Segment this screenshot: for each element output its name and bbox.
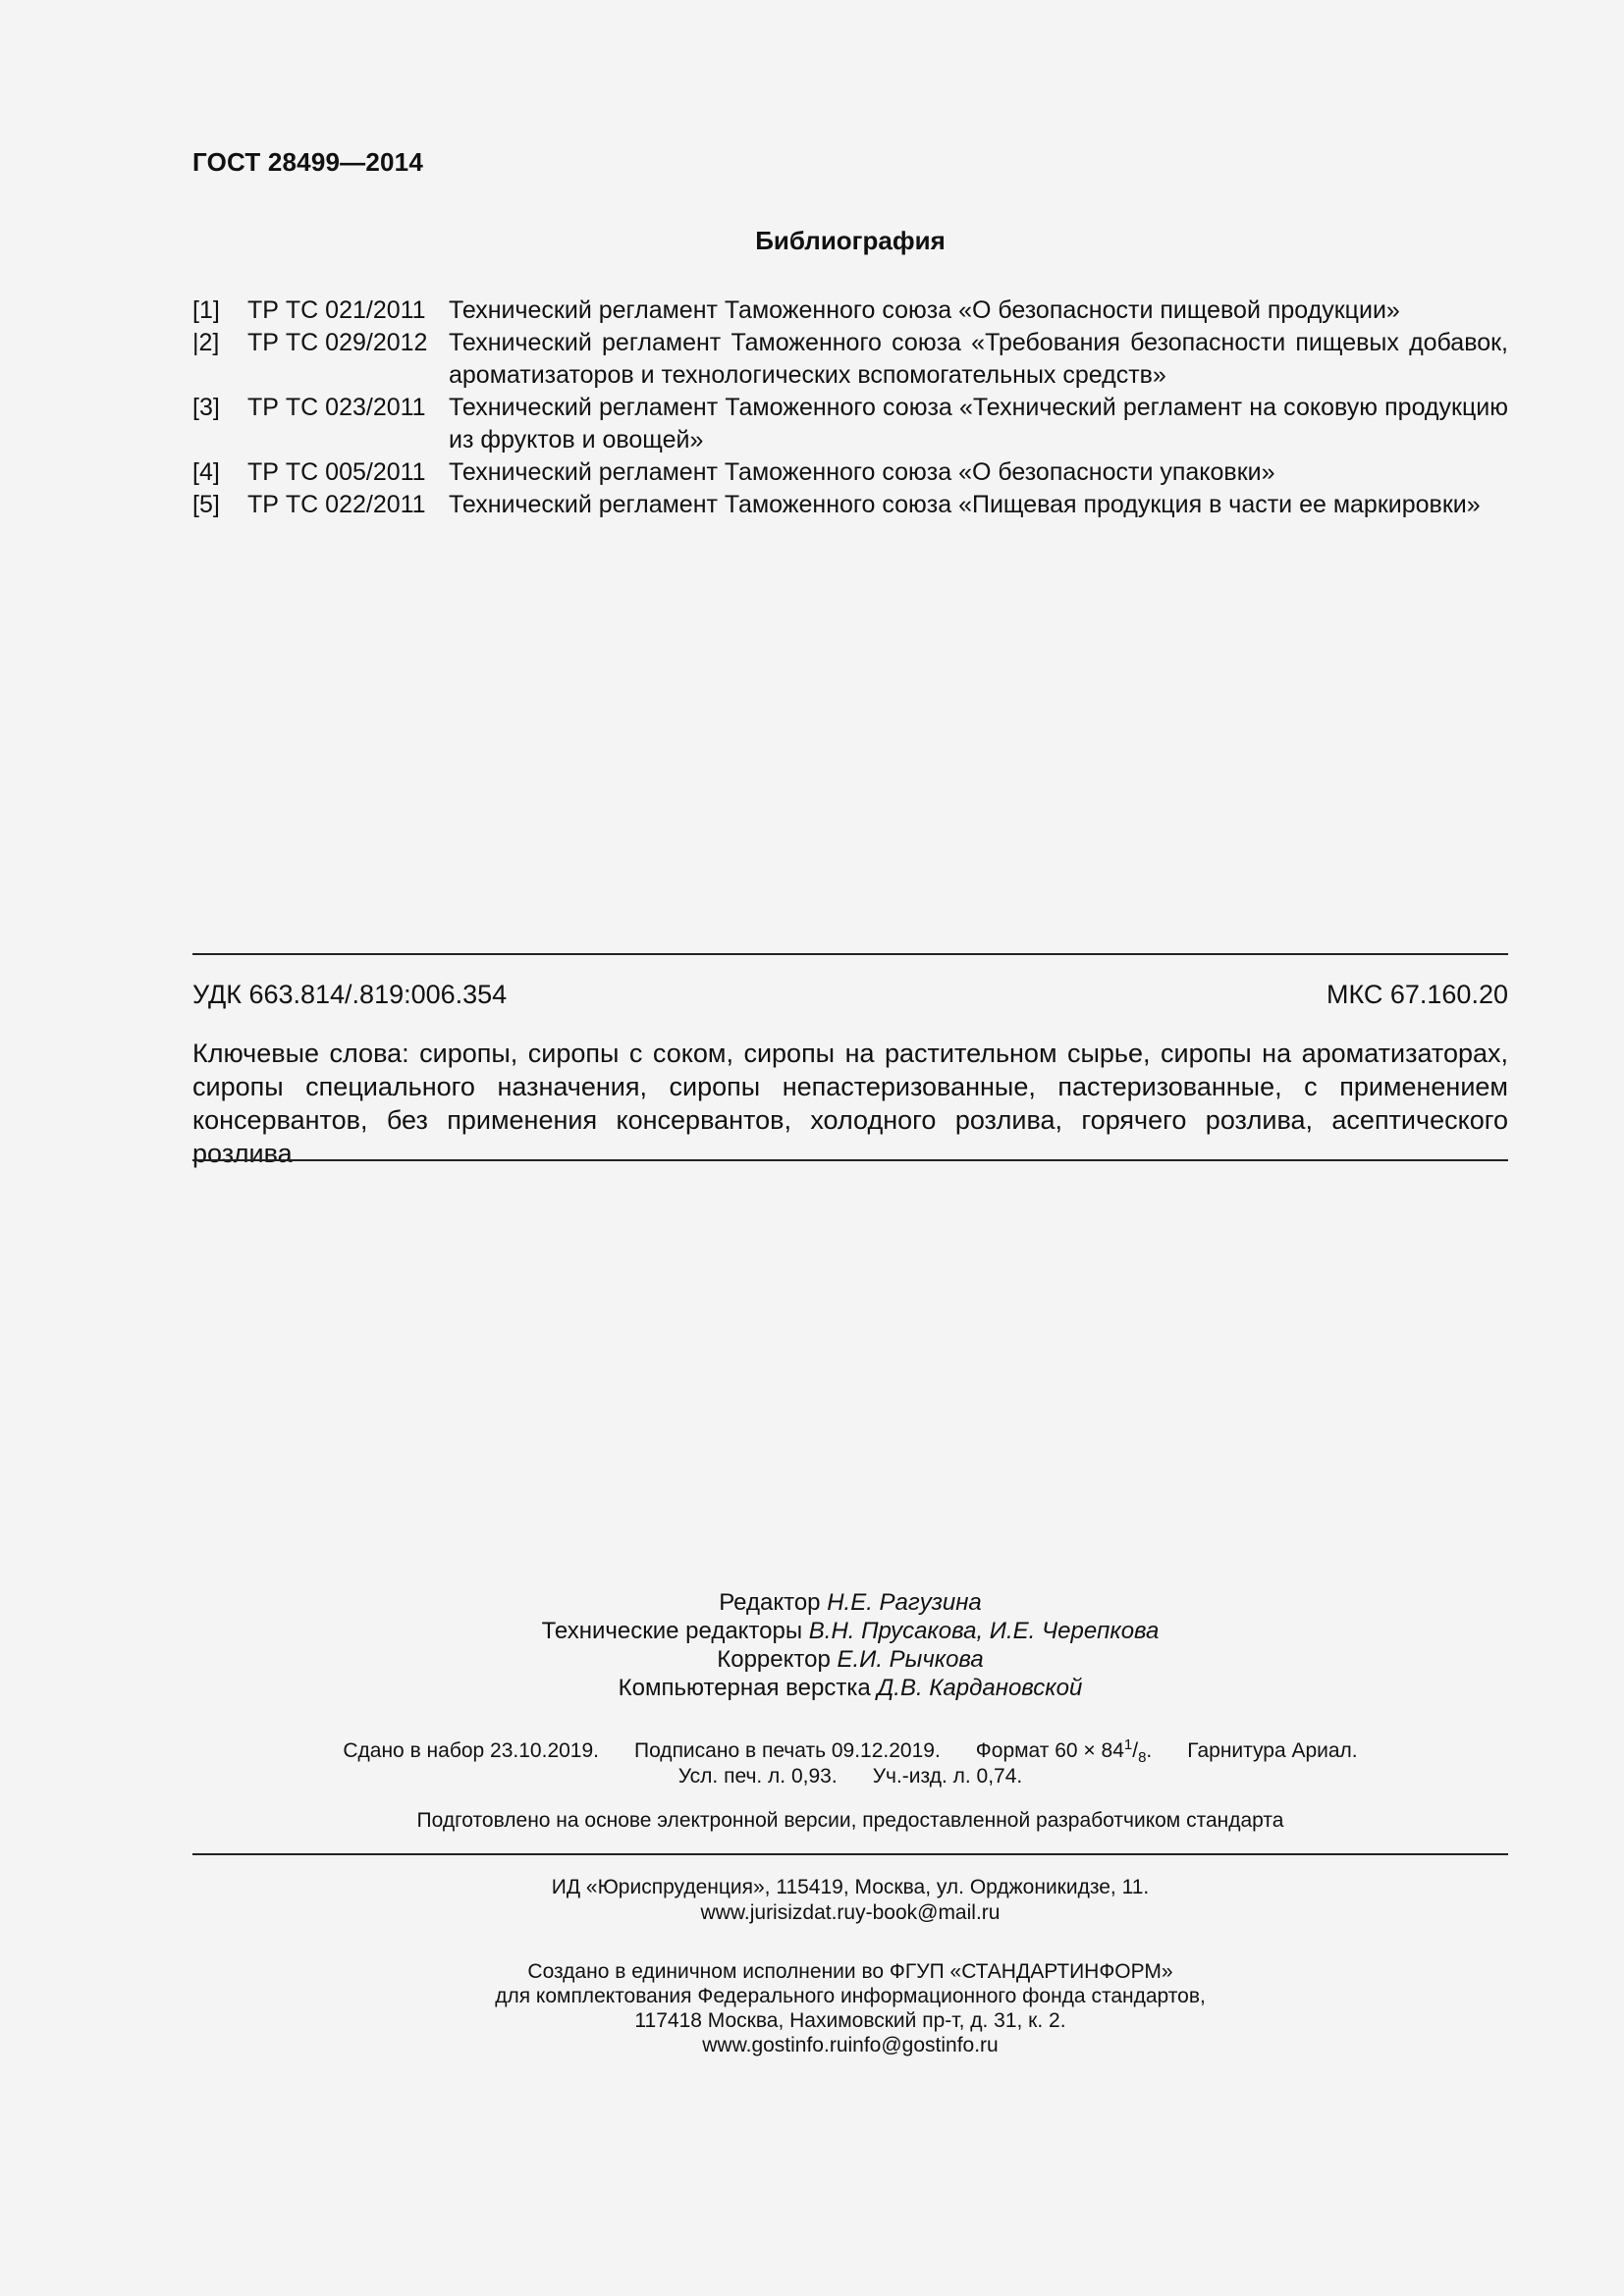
bibliography-item xyxy=(192,294,1508,327)
publication-info-line-2 xyxy=(192,1764,1508,1789)
bibliography-item xyxy=(192,456,1508,489)
bibliography-item-code: ТР ТС 021/2011 xyxy=(247,296,426,324)
publisher-contacts xyxy=(192,1900,1508,1926)
bibliography-item xyxy=(192,392,1508,456)
bibliography-item-number: [3] xyxy=(192,394,220,421)
print-sheets: Усл. печ. л. 0,93. xyxy=(677,1765,838,1788)
layout-name: Д.В. Кардановской xyxy=(877,1675,1083,1701)
bibliography-item-text: Технический регламент Таможенного союза «Пищевая продукция в части ее маркировки» xyxy=(449,491,1481,518)
signed-date: Подписано в печать 09.12.2019. xyxy=(634,1739,941,1762)
typeset-date: Сдано в набор 23.10.2019. xyxy=(343,1739,599,1762)
bibliography-item xyxy=(192,489,1508,521)
bibliography-item-text: Технический регламент Таможенного союза «Технический регламент на соковую продукцию из фруктов и овощей» xyxy=(449,394,1508,454)
creator-website-link[interactable]: www.gostinfo.ru xyxy=(702,2034,848,2056)
publishing-sheets: Уч.-изд. л. 0,74. xyxy=(872,1765,1023,1788)
publisher-block xyxy=(192,1875,1508,1926)
prepared-note: Подготовлено на основе электронной версии, предоставленной разработчиком стандарта xyxy=(416,1809,1284,1832)
bibliography-item-code: ТР ТС 029/2012 xyxy=(247,329,428,356)
creator-line-2: для комплектования Федерального информационного фонда стандартов, xyxy=(495,1985,1206,2007)
bibliography-item-number: [4] xyxy=(192,458,220,486)
udk-code: УДК 663.814/.819:006.354 xyxy=(192,980,508,1009)
bibliography-item-number: |2] xyxy=(192,329,220,356)
bibliography-item-code: ТР ТС 005/2011 xyxy=(247,458,426,486)
publisher-divider xyxy=(192,1853,1508,1855)
paper-format: Формат $60 \times 84^1/_8$. xyxy=(975,1736,1153,1767)
bibliography-item-number: [5] xyxy=(192,491,220,518)
publication-info-line-1 xyxy=(192,1736,1508,1767)
corrector-label: Корректор xyxy=(717,1646,831,1673)
tech-editors-label: Технические редакторы xyxy=(541,1618,803,1644)
keywords-paragraph: Ключевые слова: сиропы, сиропы с соком, сиропы на растительном сырье, сиропы на ароматизаторах, сиропы специального назначения, сиропы непастеризованные, пастеризованные, с применением консервантов, без применения консервантов, холодного розлива, горячего розлива, асептического розлива xyxy=(192,1039,1508,1168)
publisher-website-link[interactable]: www.jurisizdat.ru xyxy=(700,1901,856,1924)
editor-name: Н.Е. Рагузина xyxy=(827,1589,982,1616)
bibliography-item-text: Технический регламент Таможенного союза «Требования безопасности пищевых добавок, ароматизаторов и технологических вспомогательных средств» xyxy=(449,329,1508,389)
mks-code: МКС 67.160.20 xyxy=(1326,980,1508,1009)
tech-editors-line xyxy=(192,1617,1508,1645)
bibliography-item xyxy=(192,327,1508,392)
tech-editors-names: В.Н. Прусакова, И.Е. Черепкова xyxy=(808,1618,1160,1644)
corrector-name: Е.И. Рычкова xyxy=(837,1646,984,1673)
bibliography-item-number: [1] xyxy=(192,296,220,324)
document-code-header: ГОСТ 28499—2014 xyxy=(192,147,423,177)
bibliography-item-text: Технический регламент Таможенного союза «О безопасности упаковки» xyxy=(449,458,1275,486)
publisher-email-link[interactable]: y-book@mail.ru xyxy=(855,1901,1001,1924)
creator-block xyxy=(192,1959,1508,2057)
editor-line xyxy=(192,1588,1508,1617)
credits-block xyxy=(192,1588,1508,1702)
publisher-address: ИД «Юриспруденция», 115419, Москва, ул. Орджоникидзе, 11. xyxy=(551,1876,1150,1898)
creator-email-link[interactable]: info@gostinfo.ru xyxy=(847,2034,999,2056)
editor-label: Редактор xyxy=(719,1589,821,1616)
bibliography-title: Библиография xyxy=(755,226,946,255)
section-divider-top xyxy=(192,953,1508,955)
bibliography-list xyxy=(192,294,1508,521)
publication-info xyxy=(192,1738,1508,1789)
bibliography-item-text: Технический регламент Таможенного союза «О безопасности пищевой продукции» xyxy=(449,296,1400,324)
typeface: Гарнитура Ариал. xyxy=(1187,1739,1358,1762)
bibliography-item-code: ТР ТС 023/2011 xyxy=(247,394,426,421)
creator-contacts xyxy=(192,2033,1508,2057)
bibliography-item-code: ТР ТС 022/2011 xyxy=(247,491,426,518)
section-divider-bottom xyxy=(192,1159,1508,1161)
creator-line-3: 117418 Москва, Нахимовский пр-т, д. 31, к. 2. xyxy=(634,2009,1066,2032)
creator-line-1: Создано в единичном исполнении во ФГУП «СТАНДАРТИНФОРМ» xyxy=(527,1960,1173,1983)
layout-line xyxy=(192,1674,1508,1702)
layout-label: Компьютерная верстка xyxy=(618,1675,871,1701)
corrector-line xyxy=(192,1645,1508,1674)
